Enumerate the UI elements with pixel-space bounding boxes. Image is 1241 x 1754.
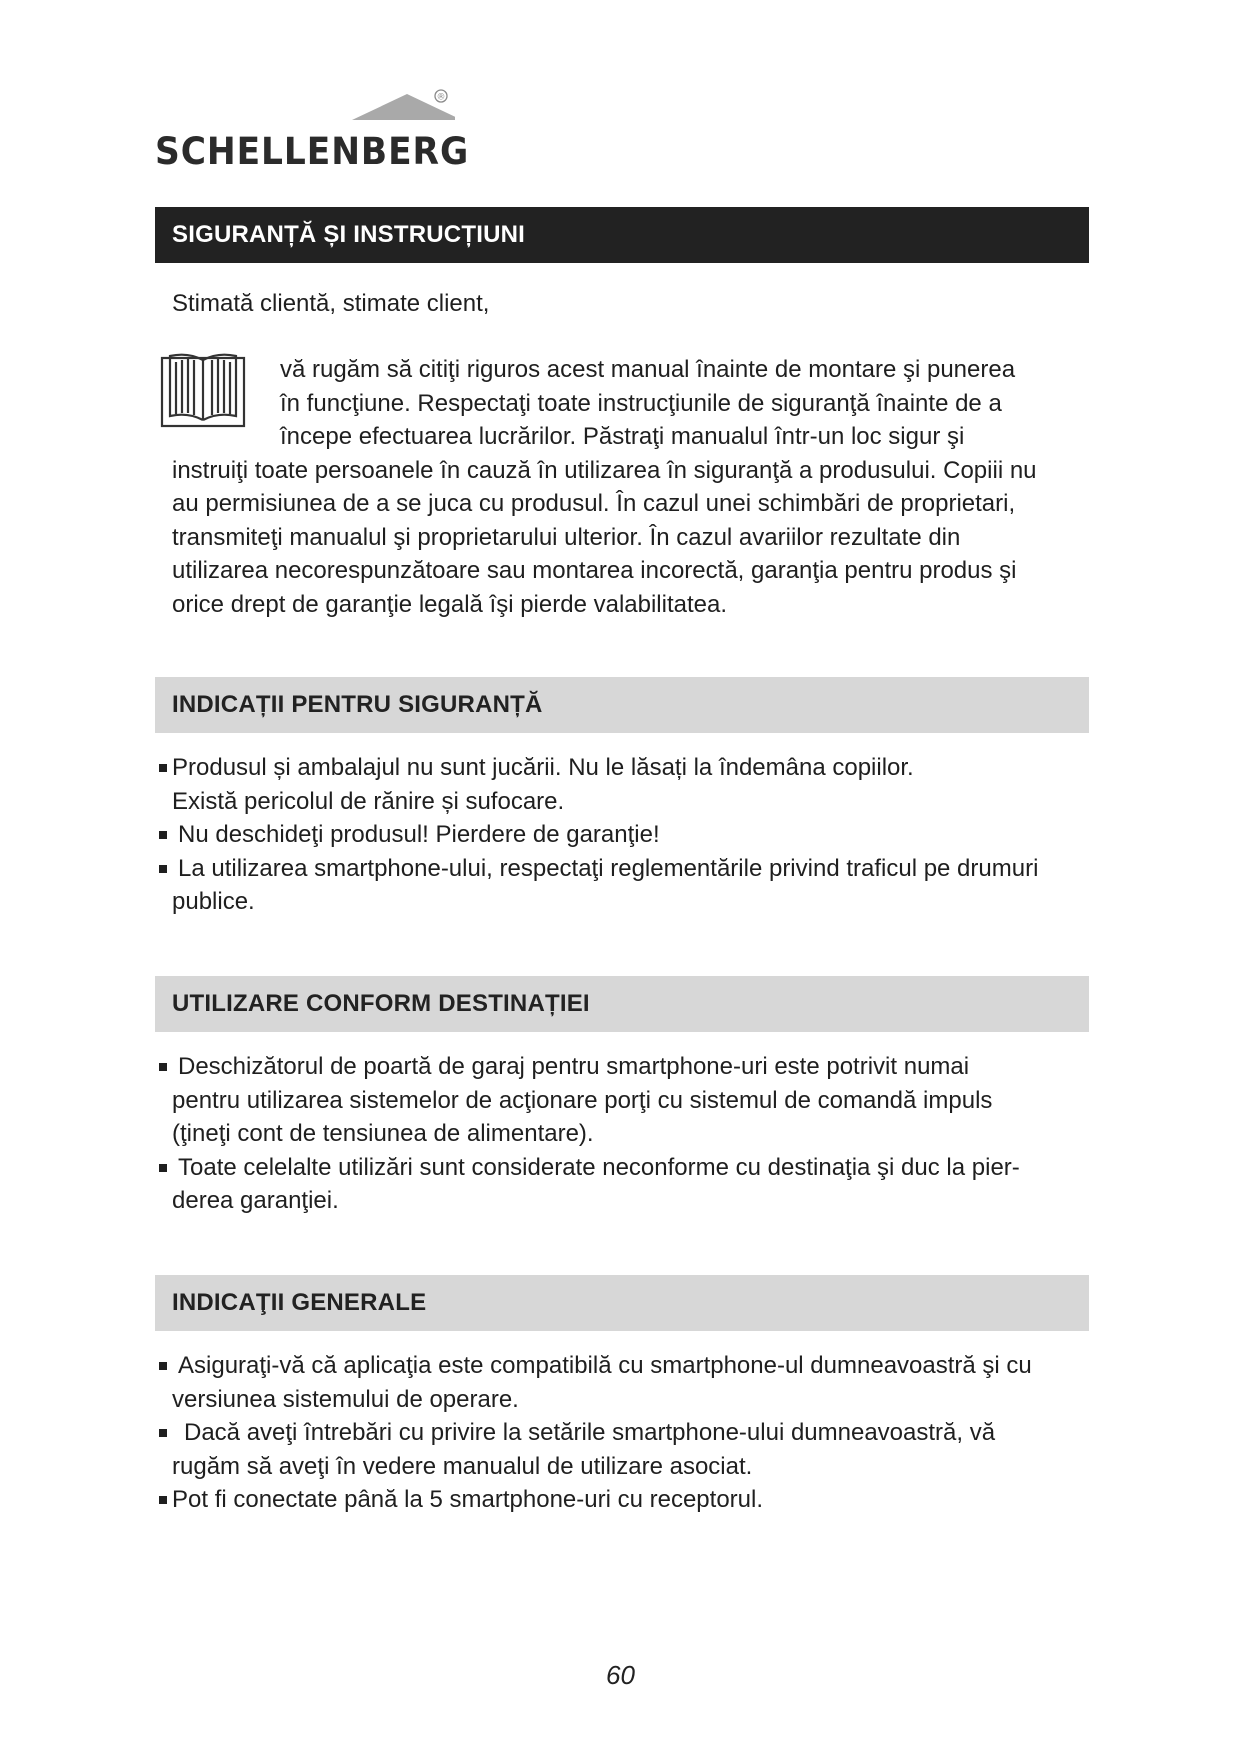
square-bullet-icon — [159, 865, 167, 873]
list-item-line: Nu deschideţi produsul! Pierdere de garanţie! — [178, 821, 660, 848]
logo-text: SCHELLENBERG — [155, 130, 470, 173]
list-item — [155, 1151, 1089, 1218]
list-item-line: rugăm să aveţi în vedere manualul de utilizare asociat. — [172, 1452, 753, 1480]
intro-line: începe efectuarea lucrărilor. Păstraţi manualul într-un loc sigur şi — [280, 423, 965, 450]
list-item — [155, 1050, 1089, 1151]
intro-line: au permisiunea de a se juca cu produsul. În cazul unei schimbări de proprietari, — [172, 490, 1016, 517]
section-title-intended-use: UTILIZARE CONFORM DESTINAȚIEI — [155, 976, 1089, 1032]
square-bullet-icon — [159, 1063, 167, 1071]
list-item-line: derea garanţiei. — [172, 1187, 339, 1214]
intro-line: instruiţi toate persoanele în cauză în utilizarea în siguranţă a produsului. Copiii nu — [172, 456, 1037, 484]
general-indications-list — [155, 1349, 1089, 1517]
safety-indications-list — [155, 751, 1089, 919]
intro-line: vă rugăm să citiţi riguros acest manual înainte de montare şi punerea — [280, 356, 1016, 383]
square-bullet-icon — [159, 831, 167, 839]
list-item — [155, 1483, 1089, 1517]
list-item-line: pentru utilizarea sistemelor de acţionare porţi cu sistemul de comandă impuls — [172, 1086, 993, 1114]
intro-line: transmiteţi manualul şi proprietarului ulterior. În cazul avariilor rezultate din — [172, 523, 961, 551]
list-item-line: Produsul și ambalajul nu sunt jucării. Nu le lăsați la îndemâna copiilor. — [172, 754, 914, 781]
intro-line: în funcţiune. Respectaţi toate instrucţiunile de siguranţă înainte de a — [280, 389, 1002, 417]
square-bullet-icon — [159, 1429, 167, 1437]
intended-use-list — [155, 1050, 1089, 1218]
square-bullet-icon — [159, 1362, 167, 1370]
list-item-line: Pot fi conectate până la 5 smartphone-uri cu receptorul. — [172, 1486, 763, 1513]
intro-line: utilizarea necorespunzătoare sau montarea incorectă, garanţia pentru produs şi — [172, 557, 1017, 584]
registered-mark: ® — [436, 92, 446, 103]
list-item-line: Toate celelalte utilizări sunt considerate neconforme cu destinaţia şi duc la pier- — [178, 1153, 1020, 1181]
list-item-line: (ţineţi cont de tensiunea de alimentare). — [172, 1120, 594, 1147]
list-item — [155, 1416, 1089, 1483]
square-bullet-icon — [159, 1496, 167, 1504]
section-title-general-indications: INDICAŢII GENERALE — [155, 1275, 1089, 1331]
list-item-line: publice. — [172, 888, 255, 915]
square-bullet-icon — [159, 1164, 167, 1172]
square-bullet-icon — [159, 764, 167, 772]
brand-logo — [155, 88, 470, 178]
house-roof-icon — [155, 88, 455, 130]
section-title-safety-instructions: SIGURANȚĂ ȘI INSTRUCȚIUNI — [155, 207, 1089, 263]
greeting: Stimată clientă, stimate client, — [172, 290, 490, 317]
intro-line: orice drept de garanţie legală îşi pierde valabilitatea. — [172, 590, 728, 618]
list-item — [155, 852, 1089, 919]
list-item-line: La utilizarea smartphone-ului, respectaţi reglementările privind traficul pe drumuri — [178, 854, 1039, 882]
intro-paragraph — [172, 353, 1092, 621]
list-item-line: Asiguraţi-vă că aplicaţia este compatibilă cu smartphone-ul dumneavoastră şi cu — [178, 1352, 1032, 1379]
list-item-line: Există pericolul de rănire și sufocare. — [172, 787, 565, 815]
list-item — [155, 1349, 1089, 1416]
list-item-line: Dacă aveţi întrebări cu privire la setările smartphone-ului dumneavoastră, vă — [184, 1419, 996, 1446]
list-item — [155, 751, 1089, 818]
list-item — [155, 818, 1089, 852]
list-item-line: Deschizătorul de poartă de garaj pentru smartphone-uri este potrivit numai — [178, 1053, 970, 1080]
page-number: 60 — [606, 1660, 635, 1690]
section-title-safety-indications: INDICAȚII PENTRU SIGURANȚĂ — [155, 677, 1089, 733]
list-item-line: versiunea sistemului de operare. — [172, 1385, 519, 1413]
